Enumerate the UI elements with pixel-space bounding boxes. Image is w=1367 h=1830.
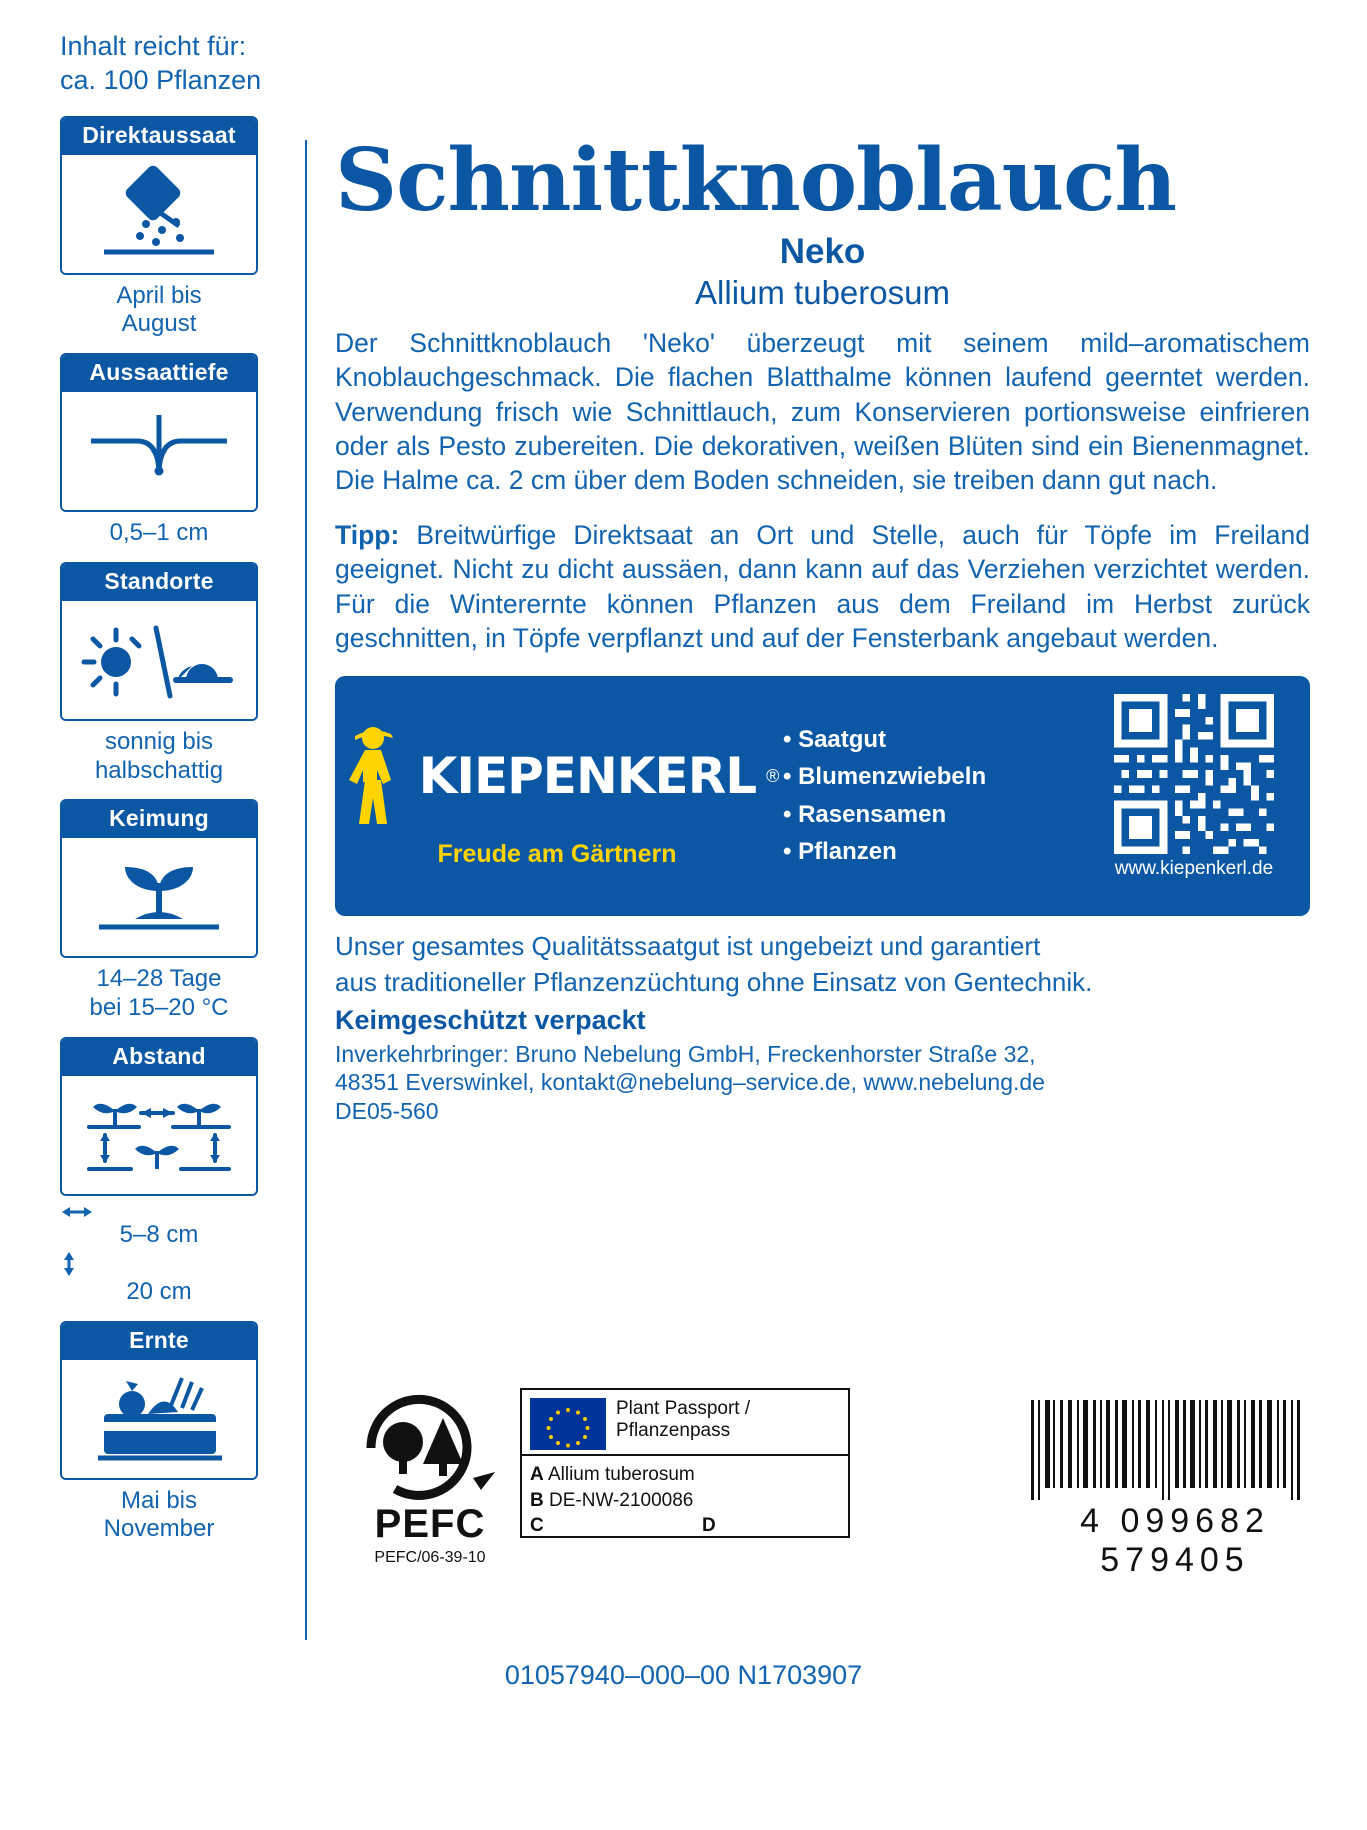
passport-header [522, 1390, 848, 1456]
spacing-icon [62, 1076, 256, 1194]
pefc-icon [355, 1390, 505, 1508]
distributor-address-line2: 48351 Everswinkel, kontakt@nebelung–service.de, www.nebelung.de [335, 1069, 1045, 1096]
brand-list-item: • Saatgut [783, 721, 986, 758]
description-text: Der Schnittknoblauch 'Neko' überzeugt mit seinem mild–aromatischem Knoblauchgeschmack. Die flachen Blatthalme können laufend geerntet werden. Verwendung frisch wie Schnittlauch, zum Konservieren portionsweise einfrieren oder als Pesto zubereiten. Die dekorativen, weißen Blüten sind ein Bienenmagnet. Die Halme ca. 2 cm über dem Boden schneiden, sie treiben dann gut nach. [335, 327, 1310, 496]
info-card-caption: 0,5–1 cm [109, 519, 209, 547]
latin-name: Allium tuberosum [695, 273, 950, 311]
passport-row-b: B DE-NW-2100086 [530, 1489, 694, 1511]
seedling-icon [62, 838, 256, 956]
info-block-abstand [60, 1037, 280, 1307]
info-card-title: Standorte [62, 564, 256, 601]
distributor-code: DE05-560 [335, 1098, 439, 1125]
brand-list-item: • Blumenzwiebeln [783, 758, 986, 795]
info-card [60, 353, 258, 512]
info-card [60, 116, 258, 275]
barcode-digits: 4 099682 579405 [1080, 1502, 1270, 1579]
tip-text: Breitwürfige Direktsaat an Ort und Stelle, auch für Töpfe im Freiland geeignet. Nicht zu dicht aussäen, dann kann auf das Verziehen verzichtet werden. Für die Winterernte können Pflanzen aus dem Freiland im Herbst zurück geschnitten, in Töpfe verpflanzt und auf der Fensterbank angebaut werden. [335, 519, 1310, 654]
harvest-crate-icon [62, 1360, 256, 1478]
brand-product-list [783, 721, 986, 870]
passport-row-a: A Allium tuberosum [530, 1464, 695, 1485]
info-card-title: Direktaussaat [62, 118, 256, 155]
passport-fields [522, 1456, 848, 1545]
info-card [60, 1321, 258, 1480]
article-number: 01057940–000–00 N1703907 [504, 1660, 863, 1690]
barcode-icon [1025, 1400, 1315, 1500]
germination-protection-note: Keimgeschützt verpackt [335, 1004, 646, 1035]
tip-label: Tipp: [335, 519, 400, 550]
pefc-logo [355, 1390, 505, 1567]
content-quantity-line2: ca. 100 Pflanzen [60, 64, 262, 95]
barcode [1025, 1400, 1325, 1580]
info-card-caption: 14–28 Tage bei 15–20 °C [89, 965, 229, 1022]
info-block-keimung [60, 799, 280, 1023]
info-card-title: Aussaattiefe [62, 355, 256, 392]
tip-paragraph [335, 518, 1310, 656]
qr-code-block[interactable] [1104, 694, 1284, 880]
info-card-title: Ernte [62, 1323, 256, 1360]
brand-panel [335, 676, 1310, 916]
spacing-vertical: 20 cm [60, 1250, 258, 1307]
info-card-caption: sonnig bis halbschattig [94, 727, 224, 784]
info-card-title: Abstand [62, 1039, 256, 1076]
sun-cloud-icon [62, 601, 256, 719]
info-card [60, 1037, 258, 1196]
quality-note-line1: Unser gesamtes Qualitätssaatgut ist ungebeizt und garantiert [335, 930, 1041, 961]
pefc-label: PEFC [374, 1502, 486, 1546]
brand-logo-row [335, 722, 780, 830]
info-block-standorte [60, 562, 280, 786]
info-card-caption: April bis August [116, 281, 202, 338]
quality-note-line2: aus traditioneller Pflanzenzüchtung ohne Einsatz von Gentechnik. [335, 967, 1093, 998]
arrow-vertical-icon [60, 1250, 78, 1278]
passport-title: Plant Passport / Pflanzenpass [616, 1398, 751, 1441]
passport-row-cd: C D [530, 1515, 716, 1537]
info-card-caption [60, 1203, 258, 1307]
main-content [335, 130, 1310, 1126]
left-icon-column [60, 30, 280, 1558]
arrow-horizontal-icon [60, 1203, 94, 1221]
info-block-ernte [60, 1321, 280, 1545]
sowing-icon [62, 155, 256, 273]
brand-list-item: • Pflanzen [783, 833, 986, 870]
brand-list-item: • Rasensamen [783, 796, 986, 833]
info-card [60, 562, 258, 721]
info-card [60, 799, 258, 958]
plant-passport-box [520, 1388, 850, 1538]
brand-url[interactable]: www.kiepenkerl.de [1114, 857, 1274, 879]
qr-code-icon [1104, 694, 1284, 854]
brand-slogan: Freude am Gärtnern [437, 840, 677, 869]
brand-registered-mark: ® [766, 765, 780, 786]
page-title: Schnittknoblauch [335, 130, 1177, 231]
column-divider [305, 140, 307, 1640]
variety-name: Neko [779, 231, 866, 271]
info-block-aussaattiefe [60, 353, 280, 548]
distributor-address-line1: Inverkehrbringer: Bruno Nebelung GmbH, Freckenhorster Straße 32, [335, 1040, 1036, 1067]
info-card-caption: Mai bis November [103, 1486, 215, 1543]
content-quantity [60, 30, 280, 98]
sowing-depth-icon [62, 392, 256, 510]
kiepenkerl-man-icon [335, 722, 409, 830]
brand-name: KIEPENKERL [418, 747, 757, 806]
info-card-title: Keimung [62, 801, 256, 838]
content-quantity-line1: Inhalt reicht für: [60, 31, 247, 61]
brand-logo-block [353, 722, 780, 869]
pefc-code: PEFC/06-39-10 [374, 1549, 486, 1566]
info-block-direktaussaat [60, 116, 280, 340]
footer-badges [335, 1380, 1325, 1580]
eu-flag-icon [530, 1398, 606, 1450]
spacing-horizontal: 5–8 cm [60, 1203, 258, 1250]
